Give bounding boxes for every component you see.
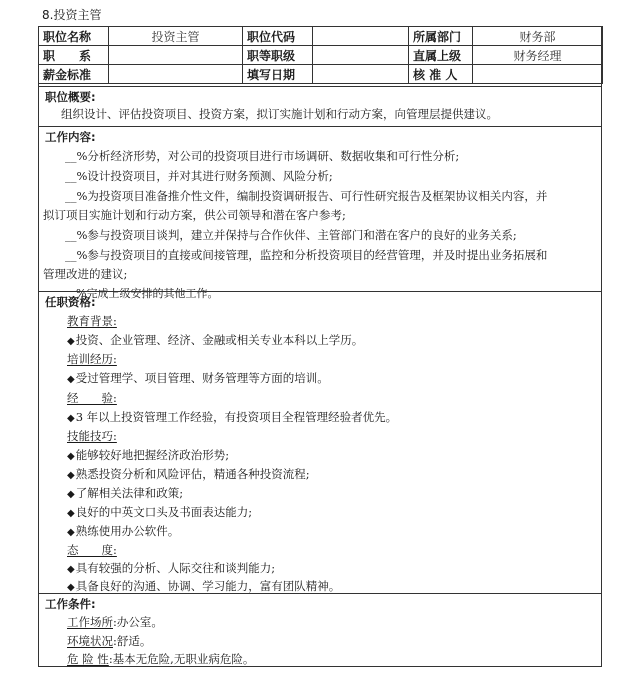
experience-item: ◆3 年以上投资管理工作经验，有投资项目全程管理经验者优先。 <box>67 410 398 424</box>
overview-heading: 职位概要: <box>45 90 96 104</box>
bullet-diamond-icon: ◆ <box>67 451 75 462</box>
label-department: 所属部门 <box>409 27 473 46</box>
attitude-item: ◆具备良好的沟通、协调、学习能力，富有团队精神。 <box>67 579 341 593</box>
qualifications-section <box>39 291 601 593</box>
label-job-family: 职 系 <box>39 46 109 65</box>
value-grade-level <box>313 46 409 65</box>
bullet-diamond-icon: ◆ <box>67 336 75 347</box>
education-label: 教育背景: <box>67 314 117 328</box>
table-row <box>39 65 603 84</box>
attitude-label: 态 度: <box>67 543 117 557</box>
label-fill-date: 填写日期 <box>243 65 313 84</box>
bullet-diamond-icon: ◆ <box>67 489 75 500</box>
value-direct-supervisor: 财务经理 <box>473 46 603 65</box>
label-grade-level: 职等职级 <box>243 46 313 65</box>
duties-section <box>39 126 601 300</box>
bullet-diamond-icon: ◆ <box>67 582 75 593</box>
duties-heading: 工作内容: <box>45 130 96 144</box>
attitude-item: ◆具有较强的分析、人际交往和谈判能力; <box>67 561 276 575</box>
workplace-value: :办公室。 <box>113 615 163 629</box>
duty-line: __%完成上级安排的其他工作。 <box>65 287 219 300</box>
training-item: ◆受过管理学、项目管理、财务管理等方面的培训。 <box>67 371 329 385</box>
education-item: ◆投资、企业管理、经济、金融或相关专业本科以上学历。 <box>67 333 364 347</box>
conditions-section <box>39 593 601 667</box>
overview-section <box>39 86 601 126</box>
bullet-diamond-icon: ◆ <box>67 374 75 385</box>
bullet-diamond-icon: ◆ <box>67 564 75 575</box>
duty-line: __%分析经济形势，对公司的投资项目进行市场调研、数据收集和可行性分析; <box>65 149 460 163</box>
bullet-diamond-icon: ◆ <box>67 470 75 481</box>
position-info-table <box>38 26 603 84</box>
value-position-name: 投资主管 <box>109 27 243 46</box>
environment-value: :舒适。 <box>113 634 152 648</box>
label-direct-supervisor: 直属上级 <box>409 46 473 65</box>
bullet-diamond-icon: ◆ <box>67 527 75 538</box>
environment-line <box>67 633 151 649</box>
label-position-name: 职位名称 <box>39 27 109 46</box>
hazard-line <box>67 651 254 667</box>
value-job-family <box>109 46 243 65</box>
experience-label: 经 验: <box>67 391 117 405</box>
hazard-value: :基本无危险,无职业病危险。 <box>108 652 255 666</box>
training-label: 培训经历: <box>67 352 117 366</box>
qualifications-heading: 任职资格: <box>45 295 96 309</box>
workplace-line <box>67 614 163 630</box>
value-fill-date <box>313 65 409 84</box>
duty-line: __%设计投资项目，并对其进行财务预测、风险分析; <box>65 169 333 183</box>
skills-label: 技能技巧: <box>67 429 117 443</box>
value-salary-standard <box>109 65 243 84</box>
skills-item: ◆熟悉投资分析和风险评估，精通各种投资流程; <box>67 467 310 481</box>
skills-item: ◆能够较好地把握经济政治形势; <box>67 448 230 462</box>
duty-line: __%为投资项目准备推介性文件，编制投资调研报告、可行性研究报告及框架协议相关内容，并 <box>65 189 548 203</box>
label-salary-standard: 薪金标准 <box>39 65 109 84</box>
table-row <box>39 46 603 65</box>
hazard-label: 危 险 性 <box>67 652 109 666</box>
bullet-diamond-icon: ◆ <box>67 413 75 424</box>
duty-line: 拟订项目实施计划和行动方案，供公司领导和潜在客户参考; <box>43 208 346 222</box>
workplace-label: 工作场所 <box>67 615 113 629</box>
skills-item: ◆熟练使用办公软件。 <box>67 524 180 538</box>
environment-label: 环境状况 <box>67 634 113 648</box>
value-approver <box>473 65 603 84</box>
duty-line: 管理改进的建议; <box>43 267 128 281</box>
duty-line: __%参与投资项目的直接或间接管理，监控和分析投资项目的经营管理，并及时提出业务拓展和 <box>65 248 548 262</box>
overview-text: 组织设计、评估投资项目、投资方案，拟订实施计划和行动方案，向管理层提供建议。 <box>61 107 498 121</box>
bullet-diamond-icon: ◆ <box>67 508 75 519</box>
job-description-sheet <box>38 26 602 667</box>
table-row <box>39 27 603 46</box>
value-department: 财务部 <box>473 27 603 46</box>
value-position-code <box>313 27 409 46</box>
duty-line: __%参与投资项目谈判，建立并保持与合作伙伴、主管部门和潜在客户的良好的业务关系; <box>65 228 517 242</box>
document-title: 8.投资主管 <box>42 8 102 22</box>
label-approver: 核 准 人 <box>409 65 473 84</box>
skills-item: ◆良好的中英文口头及书面表达能力; <box>67 505 253 519</box>
label-position-code: 职位代码 <box>243 27 313 46</box>
skills-item: ◆了解相关法律和政策; <box>67 486 184 500</box>
conditions-heading: 工作条件: <box>45 597 96 611</box>
